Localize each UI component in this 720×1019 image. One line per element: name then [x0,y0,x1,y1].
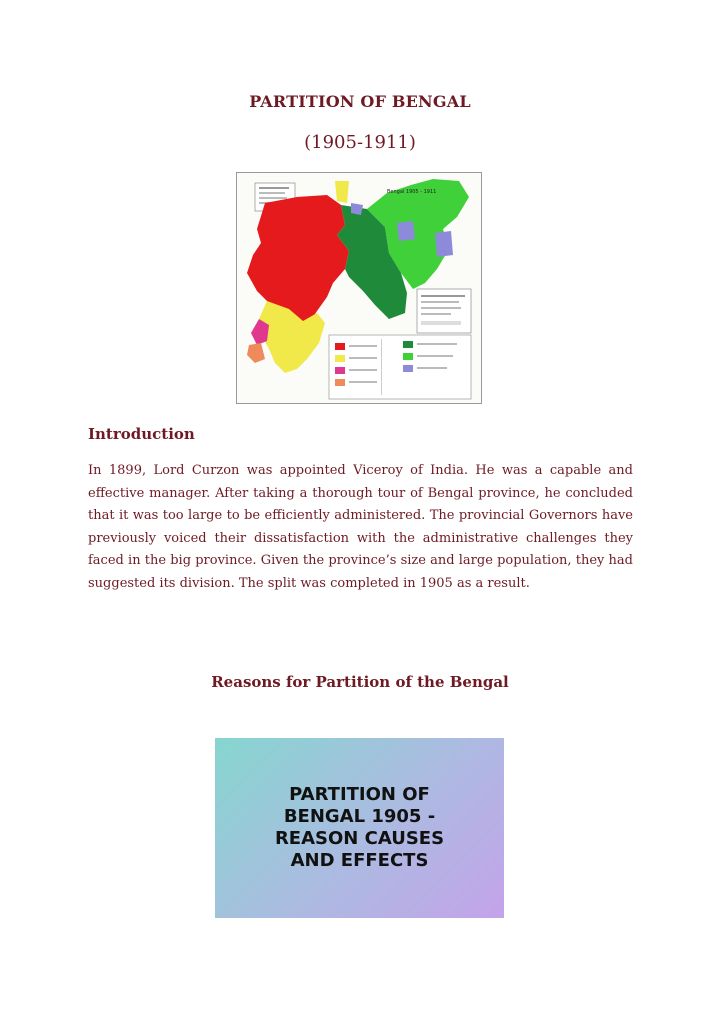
bengal-map-image [236,172,482,404]
map-caption: Bengal 1905 - 1911 [387,189,437,195]
map-region-orange [247,343,265,363]
introduction-heading: Introduction [88,425,195,443]
bengal-map-graphic [237,173,481,403]
map-region-lavender-3 [351,203,363,215]
page-subtitle-years: (1905-1911) [304,132,416,153]
map-region-north-yellow [335,181,349,203]
banner-text: PARTITION OF BENGAL 1905 - REASON CAUSES AND EFFECTS [274,784,445,871]
map-region-lavender-2 [435,231,453,257]
introduction-paragraph: In 1899, Lord Curzon was appointed Viceroy of India. He was a capable and effective manager. After taking a thorough tour of Bengal province, he concluded that it was too large to be efficiently administered. The provincial Governors have previously voiced their dissatisfaction with the administrative challenges they faced in the big province. Given the province’s size and large population, they had suggested its division. The split was completed in 1905 as a result. [88,463,633,591]
page-title: PARTITION OF BENGAL [249,92,471,111]
reasons-heading: Reasons for Partition of the Bengal [211,673,509,691]
map-region-lavender-1 [397,221,415,241]
partition-banner-image [215,738,504,918]
map-region-west-bengal [247,195,349,323]
